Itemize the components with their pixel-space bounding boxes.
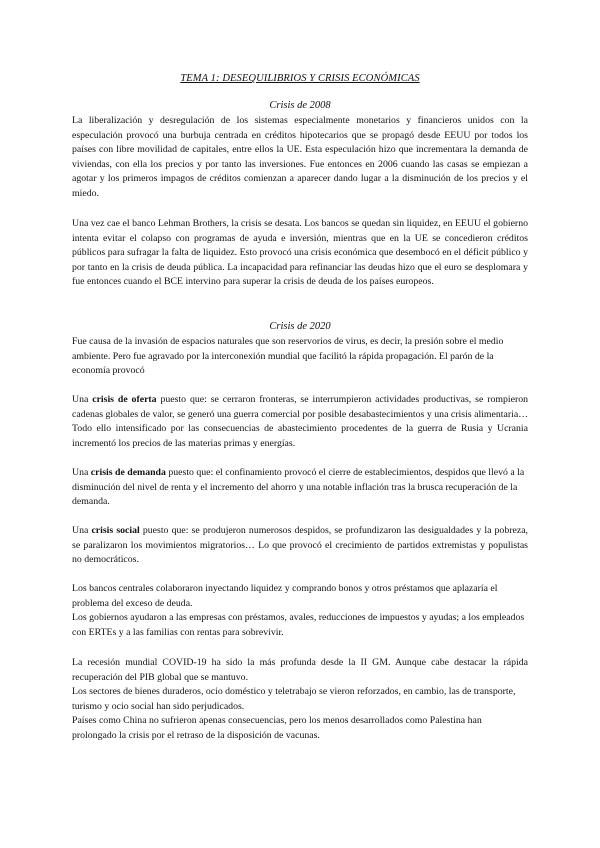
- paragraph-crisis-social: [72, 524, 528, 568]
- social-bold-term: crisis social: [91, 525, 140, 536]
- oferta-bold-term: crisis de oferta: [92, 394, 157, 405]
- social-text: puesto que: se produjeron numerosos despidos, se profundizaron las desigualdades y la pobreza, se paralizaron los movimientos migratorios… Lo que provocó el crecimiento de partidos extremistas y populistas no democráticos.: [72, 525, 528, 565]
- social-prefix: Una: [72, 525, 92, 536]
- demanda-bold-term: crisis de demanda: [90, 467, 166, 478]
- paragraph-2008-lehman: Una vez cae el banco Lehman Brothers, la crisis se desata. Los bancos se quedan sin liquidez, en EEUU el gobierno intenta evitar el colapso con programas de ayuda e inversión, mientras que en la UE se concedieron créditos públicos para sufragar la falta de liquidez. Esto provocó una crisis económica que desembocó en el déficit público y por tanto en la crisis de deuda pública. La incapacidad para refinanciar las deudas hizo que el euro se desplomara y fue entonces cuando el BCE intervino para superar la crisis de deuda de los países europeos.: [72, 218, 528, 287]
- paragraph-2008-burbuja: La liberalización y desregulación de los sistemas especialmente monetarios y financieros unidos con la especulación provocó una burbuja centrada en créditos hipotecarios que se propagó desde EEUU por todos los países con libre movilidad de capitales, entre ellos la UE. Esta especulación hizo que incrementara la demanda de viviendas, con ella los precios y por tanto las inversiones. Fue entonces en 2006 cuando las casas se empiezan a agotar y los primeros impagos de créditos comienzan a aparecer dando lugar a la disminución de los precios y el miedo.: [72, 115, 528, 199]
- oferta-prefix: Una: [72, 394, 93, 405]
- oferta-text: puesto que: se cerraron fronteras, se interrumpieron actividades productivas, se rompieron cadenas globales de valor, se generó una guerra comercial por posible desabastecimientos y una crisis alimentaria… Todo ello intensificado por las consecuencias de abastecimiento procedentes de la guerra de Rusia y Ucrania incrementó los precios de las materias primas y energías.: [72, 394, 529, 449]
- demanda-text: puesto que: el confinamiento provocó el cierre de establecimientos, despidos que llevó a la disminución del nivel de renta y el incremento del ahorro y una notable inflación tras la brusca recuperación de la demanda.: [72, 467, 525, 507]
- paragraph-bancos-centrales: Los bancos centrales colaboraron inyectando liquidez y comprando bonos y otros préstamos que aplazaría el problema del exceso de deuda.: [72, 583, 498, 609]
- paragraph-paises: Países como China no sufrieron apenas consecuencias, pero los menos desarrollados como Palestina han prolongado la crisis por el retraso de la disposición de vacunas.: [72, 715, 482, 741]
- paragraph-recesion: La recesión mundial COVID-19 ha sido la más profunda desde la II GM. Aunque cabe destacar la rápida recuperación del PIB global que se mantuvo.: [72, 657, 528, 683]
- paragraph-gobiernos: Los gobiernos ayudaron a las empresas con préstamos, avales, reducciones de impuestos y ayudas; a los empleados con ERTEs y a las familias con rentas para sobrevivir.: [72, 612, 525, 638]
- section-heading-2020: Crisis de 2020: [269, 321, 331, 332]
- section-heading-2008: Crisis de 2008: [269, 100, 331, 111]
- demanda-prefix: Una: [72, 467, 91, 478]
- paragraph-crisis-demanda: [72, 466, 528, 510]
- document-title: TEMA 1: DESEQUILIBRIOS Y CRISIS ECONÓMICAS: [180, 73, 420, 84]
- paragraph-2020-intro: Fue causa de la invasión de espacios naturales que son reservorios de virus, es decir, la presión sobre el medio ambiente. Pero fue agravado por la interconexión mundial que facilitó la rápida propagación. El parón de la economía provocó: [72, 336, 504, 376]
- paragraph-crisis-oferta: [72, 393, 528, 451]
- paragraph-sectores: Los sectores de bienes duraderos, ocio doméstico y teletrabajo se vieron reforzados, en cambio, las de transporte, turismo y ocio social han sido perjudicados.: [72, 686, 516, 712]
